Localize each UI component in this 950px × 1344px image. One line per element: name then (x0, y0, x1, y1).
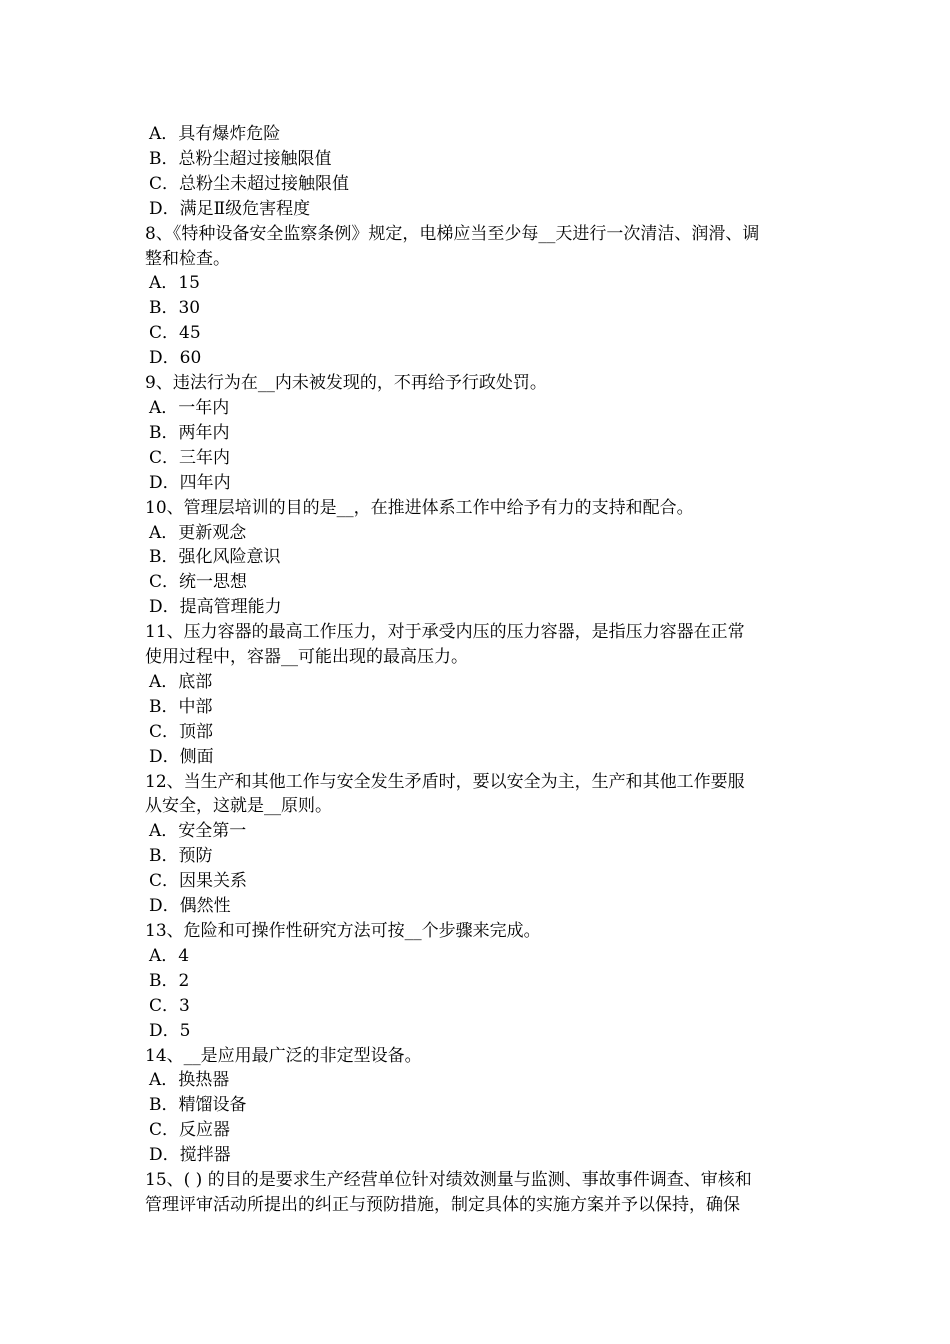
option-line: A．具有爆炸危险 (149, 124, 281, 144)
document-page (145, 122, 810, 1218)
option-line: B．30 (149, 298, 201, 319)
option-line: C．三年内 (149, 447, 231, 468)
option-line: B．强化风险意识 (149, 547, 281, 568)
question-text: 10、管理层培训的目的是__，在推进体系工作中给予有力的支持和配合。 (145, 497, 694, 518)
question-10 (145, 496, 810, 621)
option-line: C．顶部 (149, 721, 214, 742)
option-line: D．60 (149, 348, 202, 369)
option-line: A．安全第一 (149, 821, 247, 842)
option-line: B．2 (149, 970, 190, 991)
question-text: 11、压力容器的最高工作压力，对于承受内压的压力容器，是指压力容器在正常 (145, 622, 745, 643)
option-line: D．满足Ⅱ级危害程度 (149, 198, 311, 219)
option-line: A．一年内 (149, 397, 230, 418)
option-line: A．4 (149, 945, 190, 966)
question-text: 使用过程中，容器__可能出现的最高压力。 (145, 647, 468, 668)
option-line: C．3 (149, 995, 190, 1016)
option-line: D．搅拌器 (149, 1145, 231, 1166)
pre-options (145, 122, 810, 222)
question-text: 14、__是应用最广泛的非定型设备。 (145, 1045, 422, 1066)
option-line: B．精馏设备 (149, 1095, 247, 1116)
question-text: 整和检查。 (145, 248, 230, 269)
option-line: A．15 (149, 273, 200, 294)
question-15 (145, 1168, 810, 1218)
question-12 (145, 770, 810, 919)
question-text: 12、当生产和其他工作与安全发生矛盾时，要以安全为主，生产和其他工作要服 (145, 771, 745, 792)
option-line: D．偶然性 (149, 896, 231, 917)
question-text: 9、违法行为在__内未被发现的，不再给予行政处罚。 (145, 373, 547, 394)
option-line: A．更新观念 (149, 522, 247, 543)
question-13 (145, 919, 810, 1044)
option-line: D．5 (149, 1020, 191, 1041)
option-line: B．总粉尘超过接触限值 (149, 148, 332, 169)
question-9 (145, 371, 810, 496)
question-text: 管理评审活动所提出的纠正与预防措施，制定具体的实施方案并予以保持，确保 (145, 1194, 740, 1215)
question-8 (145, 222, 810, 371)
option-line: A．换热器 (149, 1070, 230, 1091)
option-line: C．反应器 (149, 1120, 231, 1141)
option-line: C．总粉尘未超过接触限值 (149, 173, 350, 194)
option-line: B．中部 (149, 696, 213, 717)
question-text: 从安全，这就是__原则。 (145, 796, 332, 817)
question-14 (145, 1044, 810, 1169)
option-line: D．提高管理能力 (149, 597, 282, 618)
question-text: 13、危险和可操作性研究方法可按__个步骤来完成。 (145, 921, 541, 941)
option-line: C．45 (149, 323, 201, 344)
option-line: B．两年内 (149, 422, 230, 443)
option-line: C．统一思想 (149, 572, 248, 593)
option-line: B．预防 (149, 846, 213, 867)
question-text: 15、( ) 的目的是要求生产经营单位针对绩效测量与监测、事故事件调查、审核和 (145, 1170, 752, 1191)
option-line: A．底部 (149, 671, 213, 692)
question-text: 8、《特种设备安全监察条例》规定，电梯应当至少每__天进行一次清洁、润滑、调 (145, 223, 760, 244)
option-line: C．因果关系 (149, 871, 248, 892)
option-line: D．四年内 (149, 472, 231, 493)
question-11 (145, 620, 810, 769)
option-line: D．侧面 (149, 746, 214, 767)
